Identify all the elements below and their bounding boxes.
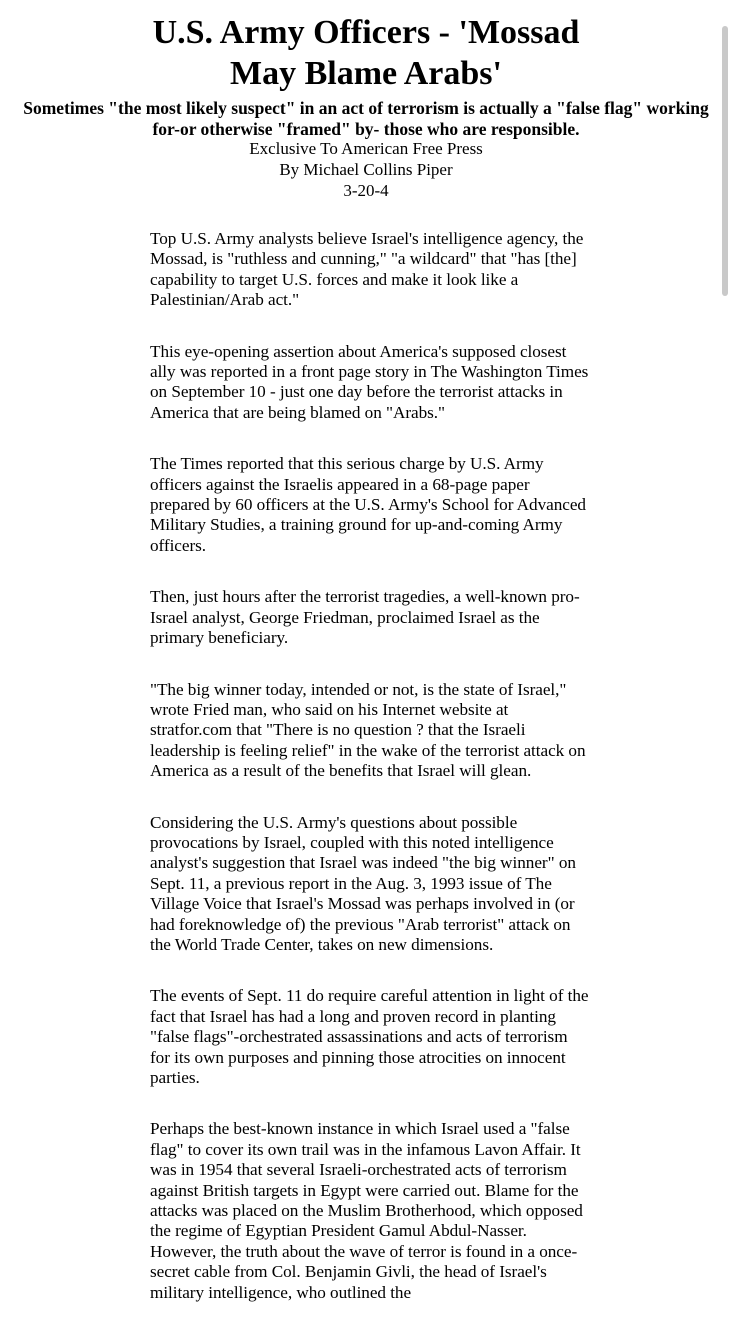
scrollbar-thumb[interactable] — [722, 26, 728, 296]
article-subtitle: Sometimes "the most likely suspect" in an act of terrorism is actually a "false flag" working for-or otherwise "framed" by- those who are responsible. — [23, 98, 709, 139]
byline-author: By Michael Collins Piper — [279, 160, 453, 179]
title-line-1: U.S. Army Officers - 'Mossad — [152, 14, 580, 51]
byline-date: 3-20-4 — [343, 181, 389, 200]
paragraph: The events of Sept. 11 do require careful attention in light of the fact that Israel has had a long and proven record in planting "false flags"-orchestrated assassinations and acts of terrorism for its own purposes and pinning those atrocities on innocent parties. — [150, 986, 589, 1087]
article-title — [20, 12, 712, 94]
paragraph: The Times reported that this serious charge by U.S. Army officers against the Israelis appeared in a 68-page paper prepared by 60 officers at the U.S. Army's School for Advanced Military Studies, a training ground for up-and-coming Army officers. — [150, 454, 586, 555]
paragraph: Then, just hours after the terrorist tragedies, a well-known pro-Israel analyst, George Friedman, proclaimed Israel as the primary beneficiary. — [150, 587, 580, 648]
paragraph: This eye-opening assertion about America's supposed closest ally was reported in a front page story in The Washington Times on September 10 - just one day before the terrorist attacks in America that are being blamed on "Arabs." — [150, 341, 589, 422]
title-line-2: May Blame Arabs' — [230, 55, 502, 92]
paragraph: Perhaps the best-known instance in which Israel used a "false flag" to cover its own trail was in the infamous Lavon Affair. It was in 1954 that several Israeli-orchestrated acts of terrorism against British targets in Egypt were carried out. Blame for the attacks was placed on the Muslim Brotherhood, which opposed the regime of Egyptian President Gamul Abdul-Nasser. However, the truth about the wave of terror is found in a once-secret cable from Col. Benjamin Givli, the head of Israel's military intelligence, who outlined the — [150, 1119, 583, 1302]
paragraph: Top U.S. Army analysts believe Israel's intelligence agency, the Mossad, is "ruthless and cunning," "a wildcard" that "has [the] capability to target U.S. forces and make it look like a Palestinian/Arab act." — [150, 229, 584, 310]
byline-source: Exclusive To American Free Press — [249, 139, 483, 158]
paragraph: Considering the U.S. Army's questions about possible provocations by Israel, coupled with this noted intelligence analyst's suggestion that Israel was indeed "the big winner" on Sept. 11, a previous report in the Aug. 3, 1993 issue of The Village Voice that Israel's Mossad was perhaps involved in (or had foreknowledge of) the previous "Arab terrorist" attack on the World Trade Center, takes on new dimensions. — [150, 812, 576, 954]
article-body — [150, 229, 590, 1334]
paragraph: "The big winner today, intended or not, is the state of Israel," wrote Fried man, who said on his Internet website at stratfor.com that "There is no question ? that the Israeli leadership is feeling relief" in the wake of the terrorist attack on America as a result of the benefits that Israel will glean. — [150, 679, 586, 781]
